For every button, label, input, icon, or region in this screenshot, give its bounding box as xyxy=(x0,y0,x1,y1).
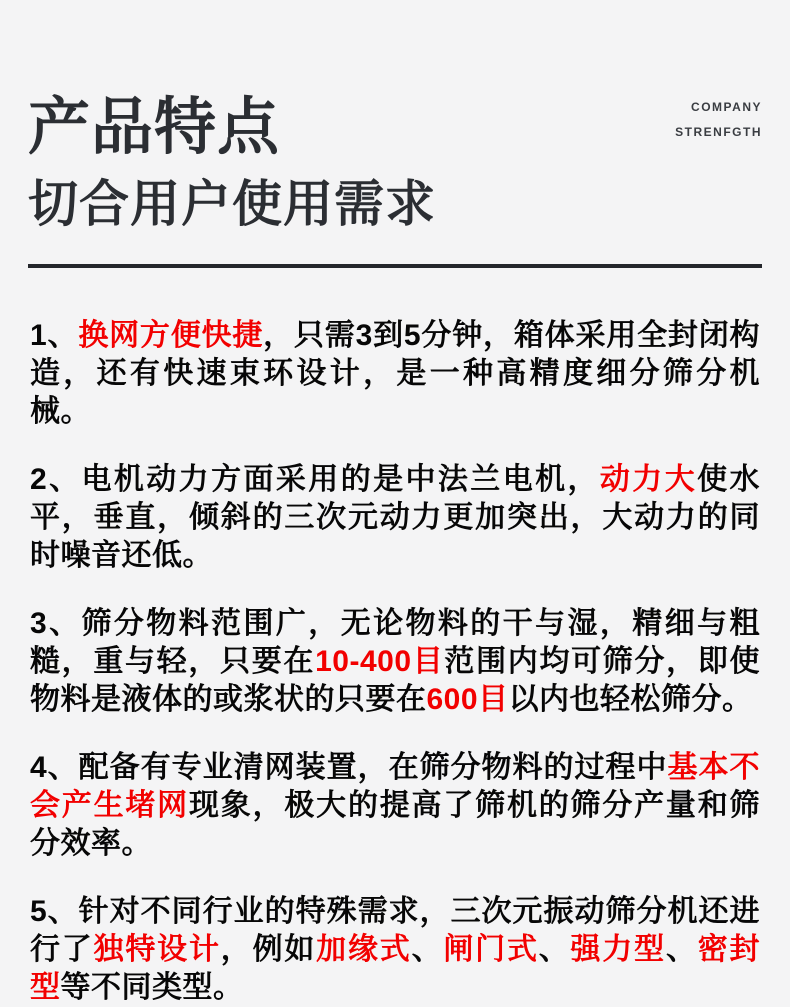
body-text: 5、针对不同行业的特殊需求，三次元振动筛分机还进行了 xyxy=(30,895,760,967)
body-text: 1、 xyxy=(30,319,79,353)
body-text: 、 xyxy=(665,933,698,967)
feature-list xyxy=(28,317,762,1007)
body-text: ，例如 xyxy=(220,933,317,967)
highlight-text: 闸门式 xyxy=(443,933,539,967)
highlight-text: 强力型 xyxy=(570,933,666,967)
company-strength-badge xyxy=(675,95,762,145)
body-text: 、 xyxy=(538,933,571,967)
highlight-text: 基本不会产生堵网 xyxy=(30,751,760,823)
body-text: 、 xyxy=(411,933,444,967)
body-text: 范围内均可筛分，即使物料是液体的或浆状的只要在 xyxy=(30,645,761,717)
body-text: ，只需3到5分钟，箱体采用全封闭构造，还有快速束环设计，是一种高精度细分筛分机械。 xyxy=(30,319,760,429)
body-text: 使水平，垂直，倾斜的三次元动力更加突出，大动力的同时噪音还低。 xyxy=(30,463,761,573)
body-text: 以内也轻松筛分。 xyxy=(508,683,753,717)
page-subtitle: 切合用户使用需求 xyxy=(28,176,436,233)
feature-paragraph xyxy=(30,893,760,1007)
feature-paragraph xyxy=(30,605,760,719)
feature-paragraph xyxy=(30,461,760,575)
body-text: 现象，极大的提高了筛机的筛分产量和筛分效率。 xyxy=(30,789,761,861)
highlight-text: 动力大 xyxy=(599,463,698,497)
body-text: 2、电机动力方面采用的是中法兰电机， xyxy=(30,463,600,497)
divider-line xyxy=(28,264,762,268)
highlight-text: 加缘式 xyxy=(316,933,412,967)
body-text: 等不同类型。 xyxy=(60,971,244,1005)
badge-line-company: COMPANY xyxy=(691,100,762,114)
highlight-text: 密封型 xyxy=(30,933,761,1005)
badge-line-strength: STRENFGTH xyxy=(675,125,762,139)
body-text: 3、筛分物料范围广，无论物料的干与湿，精细与粗糙，重与轻，只要在 xyxy=(30,607,760,679)
page-title: 产品特点 xyxy=(28,93,281,162)
highlight-text: 600目 xyxy=(426,683,509,717)
feature-paragraph xyxy=(30,749,760,863)
highlight-text: 换网方便快捷 xyxy=(78,319,264,353)
feature-paragraph xyxy=(30,317,760,431)
highlight-text: 10-400目 xyxy=(315,645,445,679)
highlight-text: 独特设计 xyxy=(93,933,221,967)
body-text: 4、配备有专业清网装置，在筛分物料的过程中 xyxy=(30,751,668,785)
